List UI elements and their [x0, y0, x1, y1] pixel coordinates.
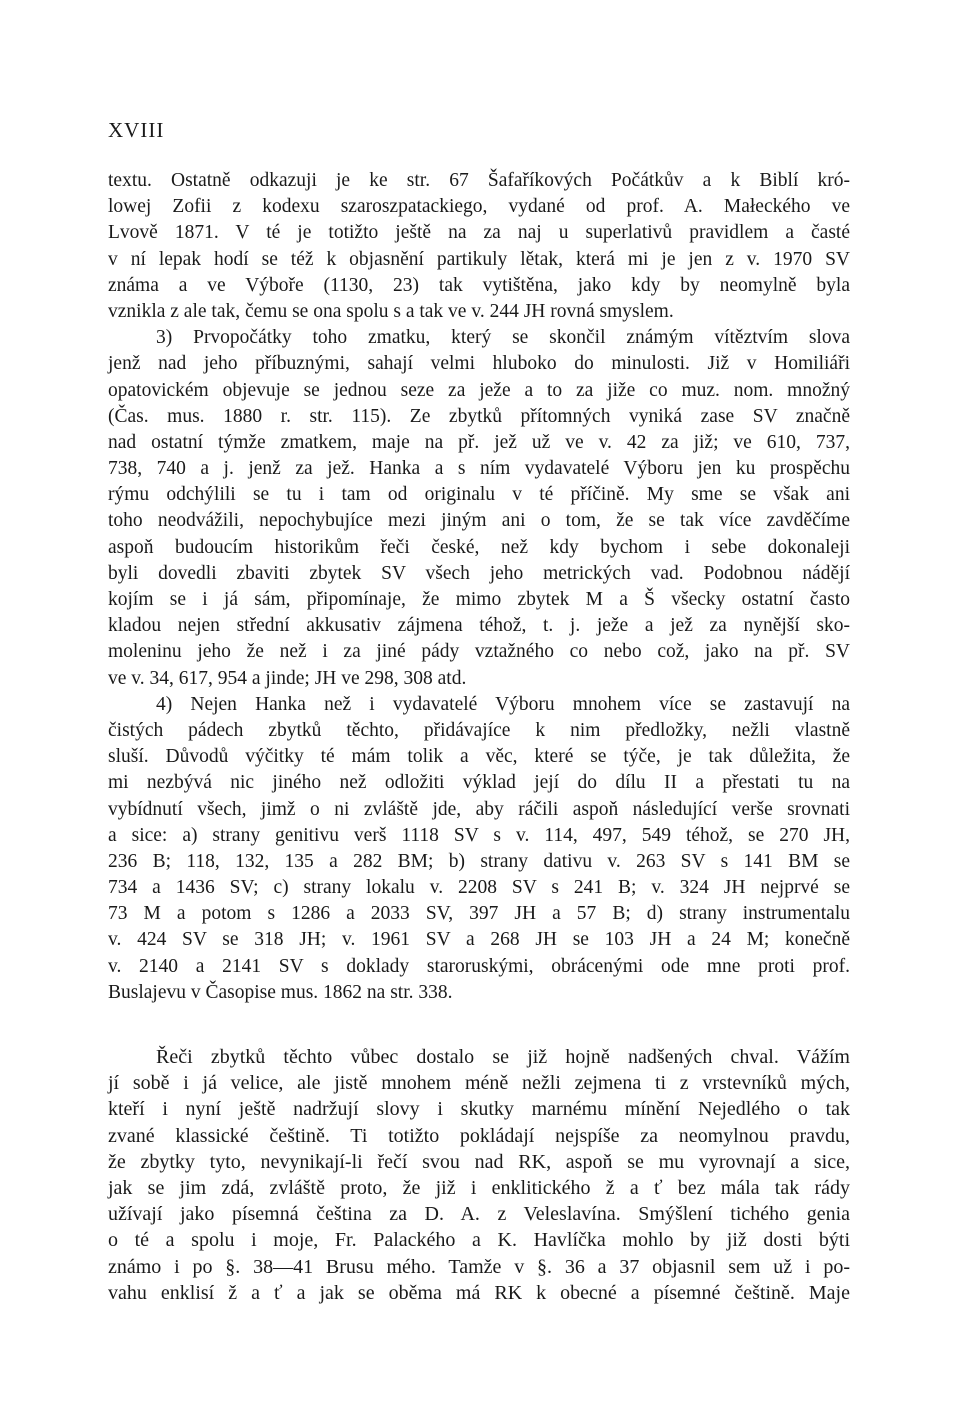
- footnote-line: ve v. 34, 617, 954 a jinde; JH ve 298, 308 atd.: [108, 667, 467, 689]
- footnote-line: vznikla z ale tak, čemu se ona spolu s a tak ve v. 244 JH rovná smyslem.: [108, 300, 674, 322]
- page-number: XVIII: [108, 118, 165, 142]
- footnote-line: nad ostatní týmže zmatkem, maje na př. jež už ve v. 42 za již; ve 610, 737,: [108, 431, 850, 453]
- footnote-line: (Čas. mus. 1880 r. str. 115). Ze zbytků přítomných vyniká zase SV značně: [108, 405, 850, 427]
- footnote-line: 4) Nejen Hanka než i vydavatelé Výboru mnohem více se zastavují na: [156, 693, 850, 715]
- body-text-line: o té a spolu i moje, Fr. Palackého a K. Havlíčka mohlo by již dosti býti: [108, 1229, 850, 1252]
- body-text-line: zvané klassické češtině. Ti totižto pokládají nejspíše za neomylnou pravdu,: [108, 1124, 850, 1147]
- body-text-line: vahu enklisí ž a ť a jak se oběma má RK k obecné a písemné češtině. Maje: [108, 1281, 850, 1304]
- footnote-line: byli dovedli zbaviti zbytek SV všech jeho metrických vad. Podobnou nádějí: [108, 562, 850, 584]
- footnote-line: rýmu odchýlili se tu i tam od originalu v té příčině. My sme se však ani: [108, 484, 850, 506]
- footnote-line: v. 424 SV se 318 JH; v. 1961 SV a 268 JH se 103 JH a 24 M; konečně: [108, 929, 850, 951]
- footnote-line: 734 a 1436 SV; c) strany lokalu v. 2208 SV s 241 B; v. 324 JH nejprvé se: [108, 877, 850, 899]
- footnote-line: textu. Ostatně odkazuji je ke str. 67 Šafaříkových Počátkův a k Biblí kró-: [108, 170, 850, 191]
- body-text-line: užívají jako písemná čeština za D. A. z Veleslavína. Smýšlení tichého genia: [108, 1203, 850, 1226]
- footnote-line: v ní lepak hodí se též k objasnění partikuly lětak, která mi je jen z v. 1970 SV: [108, 248, 850, 270]
- footnote-line: toho neodvážili, nepochybujíce mezi jiným ani o tom, že se tak více zavděčíme: [108, 510, 850, 532]
- footnote-line: v. 2140 a 2141 SV s doklady staroruskými, obrácenými ode mne proti prof.: [108, 955, 850, 977]
- footnote-line: opatovickém objevuje se jednou seze za ježe a to za jiže co muz. nom. množný: [108, 379, 850, 401]
- footnote-line: 236 B; 118, 132, 135 a 282 BM; b) strany dativu v. 263 SV s 141 BM se: [108, 850, 850, 872]
- footnote-line: sluší. Důvodů výčitky té mám tolik a věc, které se týče, je tak důležita, že: [108, 746, 850, 768]
- body-text-line: že zbytky tyto, nevynikají-li řečí svou nad RK, aspoň se mu vyrovnají a sice,: [108, 1150, 850, 1173]
- footnote-line: Buslajevu v Časopise mus. 1862 na str. 338.: [108, 981, 453, 1003]
- footnotes-block: [108, 168, 850, 1006]
- footnote-line: Lvově 1871. V té je totižto ještě na za naj u superlativů pravidlem a časté: [108, 222, 850, 244]
- footnote-line: mi nezbývá nic jiného než odložiti výklad její do dílu II a přestati tu na: [108, 772, 850, 794]
- footnote-line: aspoň budoucím historikům řeči české, než kdy bychom i sebe dokonaleji: [108, 536, 850, 558]
- footnote-line: kojím se i já sám, připomínaje, že mimo zbytek M a Š všecky ostatní často: [108, 589, 850, 610]
- footnote-line: jenž nad jeho příbuznými, sahají velmi hluboko do minulosti. Již v Homiliáři: [108, 353, 850, 375]
- body-text-line: známo i po §. 38—41 Brusu mého. Tamže v §. 36 a 37 objasnil sem už i po-: [108, 1255, 850, 1278]
- body-text-line: jak se jim zdá, zvláště proto, že již i enklitického ž a ť bez mála tak rády: [108, 1176, 850, 1199]
- main-text-block: [108, 1044, 850, 1306]
- footnote-line: čistých pádech zbytků těchto, přidávajíce k nim předložky, nežli vlastně: [108, 719, 850, 741]
- footnote-line: lowej Zofii z kodexu szaroszpatackiego, vydané od prof. A. Małeckého ve: [108, 196, 850, 218]
- footnote-line: vybídnutí všech, jimž o ni zvláště jde, aby ráčili aspoň následující verše srovnati: [108, 798, 850, 820]
- body-text-line: jí sobě i já velice, ale jistě mnohem méně nežli zejmena ti z vrstevníků mých,: [108, 1072, 850, 1095]
- footnote-line: moleninu jeho že než i za jiné pády vztažného co nebo což, jako na př. SV: [108, 641, 850, 663]
- body-text-line: kteří i nyní ještě nadržují slovy i skutky marnému mínění Nejedlého o tak: [108, 1098, 850, 1121]
- body-text-line: Řeči zbytků těchto vůbec dostalo se již hojně nadšených chval. Vážím: [156, 1046, 850, 1068]
- footnote-line: 738, 740 a j. jenž za jež. Hanka a s ním vydavatelé Výboru jen ku prospěchu: [108, 458, 850, 480]
- footnote-line: kladou nejen střední akkusativ zájmena téhož, t. j. ježe a jež za nynější sko-: [108, 615, 850, 637]
- footnote-line: 73 M a potom s 1286 a 2033 SV, 397 JH a 57 B; d) strany instrumentalu: [108, 903, 850, 925]
- footnote-line: známa a ve Výboře (1130, 23) tak vytištěna, jako kdy by neomylně byla: [108, 274, 850, 296]
- footnote-line: a sice: a) strany genitivu verš 1118 SV s v. 114, 497, 549 téhož, se 270 JH,: [108, 824, 850, 846]
- footnote-line: 3) Prvopočátky toho zmatku, který se skončil známým vítěztvím slova: [156, 327, 850, 349]
